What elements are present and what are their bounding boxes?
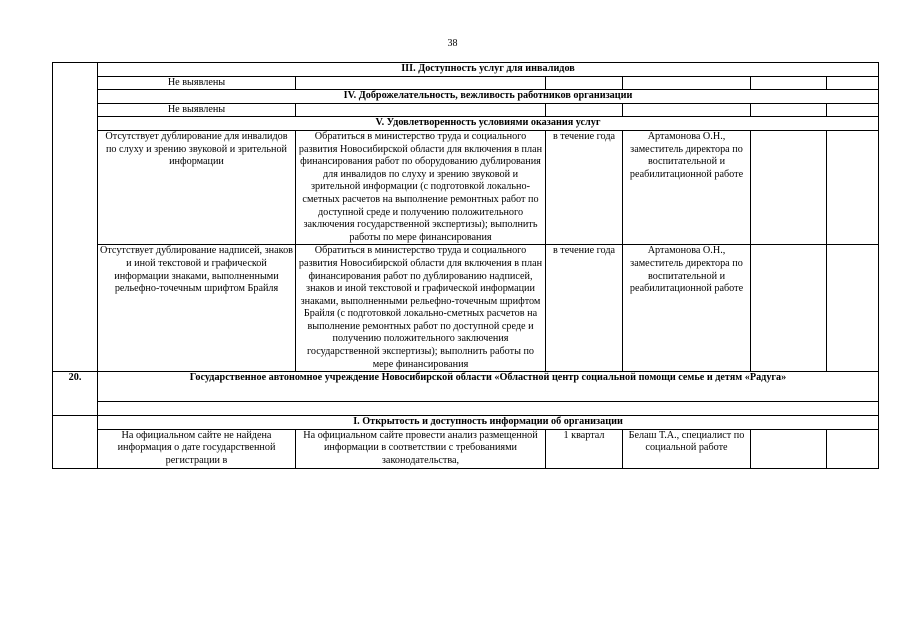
result-cell <box>751 429 827 468</box>
row-number-cell <box>53 63 98 372</box>
responsible-cell: Артамонова О.Н., заместитель директора по воспитательной и реабилитационной работе <box>623 130 751 244</box>
term-cell: в течение года <box>546 245 623 372</box>
plan-table <box>52 62 879 469</box>
measure-cell: На официальном сайте провести анализ размещенной информации в соответствии с требованиями законодательства, <box>296 429 546 468</box>
table-row <box>53 245 879 372</box>
date-cell <box>827 130 879 244</box>
row-number-cell <box>53 416 98 468</box>
responsible-cell <box>623 103 751 117</box>
responsible-cell <box>623 76 751 90</box>
problem-cell: Не выявлены <box>98 76 296 90</box>
result-cell <box>751 130 827 244</box>
org-number: 20. <box>53 372 98 416</box>
section-title: V. Удовлетворенность условиями оказания услуг <box>98 117 879 131</box>
result-cell <box>751 245 827 372</box>
org-name: Государственное автономное учреждение Новосибирской области «Областной центр социальной помощи семье и детям «Радуга» <box>98 372 879 402</box>
section-title: IV. Доброжелательность, вежливость работников организации <box>98 90 879 104</box>
term-cell: 1 квартал <box>546 429 623 468</box>
problem-cell: На официальном сайте не найдена информация о дате государственной регистрации в <box>98 429 296 468</box>
page-number: 38 <box>447 38 458 49</box>
date-cell <box>827 245 879 372</box>
org-row <box>53 372 879 402</box>
section-header-row <box>53 63 879 77</box>
table-row <box>53 130 879 244</box>
section-header-row <box>53 90 879 104</box>
table-row <box>53 103 879 117</box>
term-cell: в течение года <box>546 130 623 244</box>
measure-cell: Обратиться в министерство труда и социального развития Новосибирской области для включения в план финансирования работ по оборудованию дублирования для инвалидов по слуху и зрению звуковой и зрительной информации (с подготовкой локально-сметных расчетов на выполнение ремонтных работ по доступной среде и получению положительного заключения государственной экспертизы); выполнить работы по мере финансирования <box>296 130 546 244</box>
responsible-cell: Белаш Т.А., специалист по социальной работе <box>623 429 751 468</box>
spacer-row <box>53 402 879 416</box>
measure-cell <box>296 76 546 90</box>
result-cell <box>751 103 827 117</box>
result-cell <box>751 76 827 90</box>
date-cell <box>827 103 879 117</box>
problem-cell: Отсутствует дублирование надписей, знаков и иной текстовой и графической информации знаками, выполненными рельефно-точечным шрифтом Брайля <box>98 245 296 372</box>
section-title: III. Доступность услуг для инвалидов <box>98 63 879 77</box>
spacer-cell <box>98 402 879 416</box>
section-header-row <box>53 117 879 131</box>
table-row <box>53 76 879 90</box>
term-cell <box>546 103 623 117</box>
measure-cell: Обратиться в министерство труда и социального развития Новосибирской области для включения в план финансирования работ по дублированию надписей, знаков и иной текстовой и графической информации знаками, выполненными рельефно-точечным шрифтом Брайля (с подготовкой локально-сметных расчетов на выполнение ремонтных работ по доступной среде и получению положительного заключения государственной экспертизы); выполнить работы по мере финансирования <box>296 245 546 372</box>
date-cell <box>827 76 879 90</box>
table-row <box>53 429 879 468</box>
problem-cell: Отсутствует дублирование для инвалидов по слуху и зрению звуковой и зрительной информации <box>98 130 296 244</box>
measure-cell <box>296 103 546 117</box>
section-title: I. Открытость и доступность информации об организации <box>98 416 879 430</box>
problem-cell: Не выявлены <box>98 103 296 117</box>
date-cell <box>827 429 879 468</box>
term-cell <box>546 76 623 90</box>
responsible-cell: Артамонова О.Н., заместитель директора по воспитательной и реабилитационной работе <box>623 245 751 372</box>
section-header-row <box>53 416 879 430</box>
